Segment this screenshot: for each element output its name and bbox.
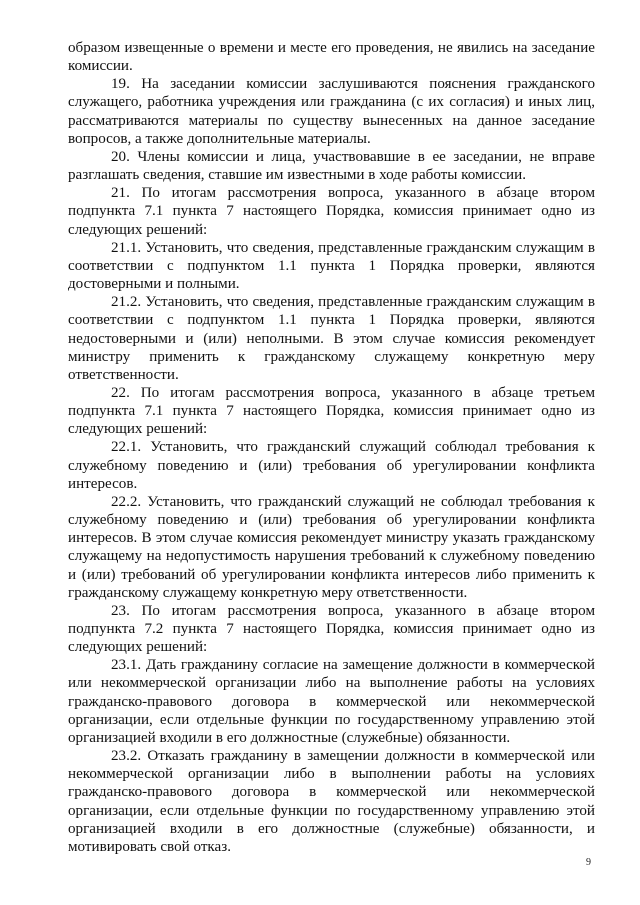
paragraph-19: 19. На заседании комиссии заслушиваются пояснения гражданского служащего, работника учреждения или гражданина (с их согласия) и иных лиц, рассматриваются материалы по существу вынесенных на данное заседание вопросов, а также дополнительные материалы. bbox=[68, 76, 595, 147]
paragraph-23-1: 23.1. Дать гражданину согласие на замещение должности в коммерческой или некоммерческой организации либо на выполнение работы на условиях гражданско-правового договора в коммерческой или некоммерческой организации, если отдельные функции по государственному управлению этой организацией входили в его должностные (служебные) обязанности. bbox=[68, 657, 595, 746]
paragraph-22-2: 22.2. Установить, что гражданский служащий не соблюдал требования к служебному поведению и (или) требования об урегулировании конфликта интересов. В этом случае комиссия рекомендует министру указать гражданскому служащему на недопустимость нарушения требований к служебному поведению и (или) требований об урегулировании конфликта интересов либо применить к гражданскому служащему конкретную меру ответственности. bbox=[68, 493, 595, 601]
paragraph-23-2: 23.2. Отказать гражданину в замещении должности в коммерческой или некоммерческой организации либо в выполнении работы на условиях гражданско-правового договора в коммерческой или некоммерческой организации, если отдельные функции по государственному управлению этой организацией входили в его должностные (служебные) обязанности, и мотивировать свой отказ. bbox=[68, 748, 595, 855]
document-page bbox=[68, 39, 595, 856]
paragraph-21: 21. По итогам рассмотрения вопроса, указанного в абзаце втором подпункта 7.1 пункта 7 настоящего Порядка, комиссия принимает одно из следующих решений: bbox=[68, 185, 595, 238]
paragraph-22: 22. По итогам рассмотрения вопроса, указанного в абзаце третьем подпункта 7.1 пункта 7 настоящего Порядка, комиссия принимает одно из следующих решений: bbox=[68, 384, 595, 438]
paragraph-22-1: 22.1. Установить, что гражданский служащий соблюдал требования к служебному поведению и (или) требования об урегулировании конфликта интересов. bbox=[68, 439, 595, 492]
page-number: 9 bbox=[586, 857, 591, 868]
paragraph-23: 23. По итогам рассмотрения вопроса, указанного в абзаце втором подпункта 7.2 пункта 7 настоящего Порядка, комиссия принимает одно из следующих решений: bbox=[68, 602, 595, 656]
paragraph-21-1: 21.1. Установить, что сведения, представленные гражданским служащим в соответствии с подпунктом 1.1 пункта 1 Порядка проверки, являются достоверными и полными. bbox=[68, 239, 595, 293]
paragraph-continuation: образом извещенные о времени и месте его проведения, не явились на заседание комиссии. bbox=[68, 40, 595, 75]
paragraph-21-2: 21.2. Установить, что сведения, представленные гражданским служащим в соответствии с подпунктом 1.1 пункта 1 Порядка проверки, являются недостоверными и (или) неполными. В этом случае комиссия рекомендует министру применить к гражданскому служащему конкретную меру ответственности. bbox=[68, 294, 595, 383]
paragraph-20: 20. Члены комиссии и лица, участвовавшие в ее заседании, не вправе разглашать сведения, ставшие им известными в ходе работы комиссии. bbox=[68, 148, 595, 184]
